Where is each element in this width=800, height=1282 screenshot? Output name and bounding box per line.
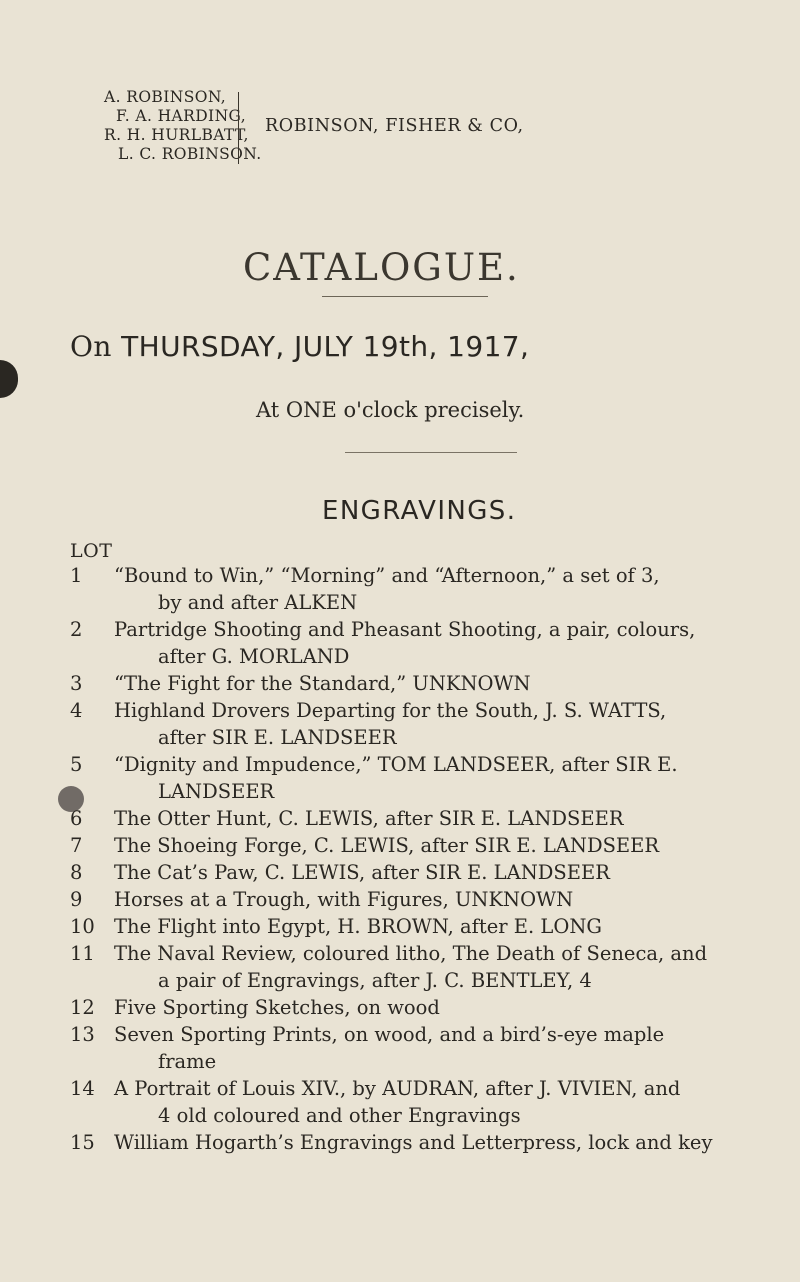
lot-number: 10 <box>70 915 95 938</box>
lot-number: 3 <box>70 672 83 695</box>
lot-description: Seven Sporting Prints, on wood, and a bird’s-eye maple <box>114 1023 665 1046</box>
partner-name: A. ROBINSON, <box>104 88 227 106</box>
lot-list <box>70 562 800 1156</box>
lot-number: 6 <box>70 807 83 830</box>
lot-entry <box>70 697 800 751</box>
sale-date-prefix: On <box>70 330 112 363</box>
partner-name: F. A. HARDING, <box>116 107 247 125</box>
lot-entry <box>70 670 800 697</box>
lot-description: Five Sporting Sketches, on wood <box>114 996 440 1019</box>
lot-description: The Shoeing Forge, C. LEWIS, after SIR E. LANDSEER <box>114 834 660 857</box>
lot-description-continued: after G. MORLAND <box>158 645 350 668</box>
lot-number: 14 <box>70 1077 95 1100</box>
lot-number: 11 <box>70 942 95 965</box>
lot-entry <box>70 562 800 616</box>
lot-entry <box>70 994 800 1021</box>
lot-number: 1 <box>70 564 83 587</box>
lot-number: 7 <box>70 834 83 857</box>
lot-entry <box>70 1021 800 1075</box>
lot-description-continued: LANDSEER <box>158 780 275 803</box>
lot-number: 12 <box>70 996 95 1019</box>
lot-description: The Cat’s Paw, C. LEWIS, after SIR E. LANDSEER <box>114 861 610 884</box>
lot-entry <box>70 832 800 859</box>
lot-entry <box>70 940 800 994</box>
firm-name: ROBINSON, FISHER & CO, <box>265 116 524 136</box>
section-heading: ENGRAVINGS. <box>322 496 517 526</box>
lot-number: 9 <box>70 888 83 911</box>
lot-entry <box>70 805 800 832</box>
lot-description-continued: after SIR E. LANDSEER <box>158 726 397 749</box>
lot-description-continued: frame <box>158 1050 217 1073</box>
lot-description: The Naval Review, coloured litho, The Death of Seneca, and <box>114 942 708 965</box>
lot-entry <box>70 886 800 913</box>
lot-entry <box>70 913 800 940</box>
lot-entry <box>70 616 800 670</box>
lot-description-continued: by and after ALKEN <box>158 591 358 614</box>
sale-time: At ONE o'clock precisely. <box>256 398 525 422</box>
margin-mark <box>0 360 18 398</box>
lot-entry <box>70 859 800 886</box>
lot-description-continued: 4 old coloured and other Engravings <box>158 1104 521 1127</box>
lot-number: 15 <box>70 1131 95 1154</box>
lot-entry <box>70 751 800 805</box>
partner-name: R. H. HURLBATT, <box>104 126 249 144</box>
lot-description: Partridge Shooting and Pheasant Shooting, a pair, colours, <box>114 618 696 641</box>
catalogue-title: CATALOGUE. <box>243 246 520 289</box>
lot-number: 2 <box>70 618 83 641</box>
partner-name: L. C. ROBINSON. <box>118 145 262 163</box>
partner-brace <box>238 92 243 164</box>
divider <box>322 296 488 297</box>
lot-column-label: LOT <box>70 540 113 562</box>
sale-date <box>70 330 529 363</box>
lot-description: “Dignity and Impudence,” TOM LANDSEER, after SIR E. <box>114 753 678 776</box>
lot-description: “Bound to Win,” “Morning” and “Afternoon,” a set of 3, <box>114 564 660 587</box>
lot-entry <box>70 1075 800 1129</box>
lot-description: Highland Drovers Departing for the South, J. S. WATTS, <box>114 699 667 722</box>
divider <box>345 452 517 453</box>
lot-entry <box>70 1129 800 1156</box>
lot-number: 4 <box>70 699 83 722</box>
lot-description-continued: a pair of Engravings, after J. C. BENTLEY, 4 <box>158 969 592 992</box>
lot-description: The Flight into Egypt, H. BROWN, after E. LONG <box>114 915 603 938</box>
lot-description: William Hogarth’s Engravings and Letterpress, lock and key <box>114 1131 713 1154</box>
lot-number: 5 <box>70 753 83 776</box>
lot-description: Horses at a Trough, with Figures, UNKNOWN <box>114 888 574 911</box>
lot-number: 13 <box>70 1023 95 1046</box>
sale-date-text: THURSDAY, JULY 19th, 1917, <box>121 330 530 363</box>
lot-number: 8 <box>70 861 83 884</box>
lot-description: The Otter Hunt, C. LEWIS, after SIR E. LANDSEER <box>114 807 624 830</box>
lot-description: “The Fight for the Standard,” UNKNOWN <box>114 672 531 695</box>
lot-description: A Portrait of Louis XIV., by AUDRAN, after J. VIVIEN, and <box>114 1077 681 1100</box>
